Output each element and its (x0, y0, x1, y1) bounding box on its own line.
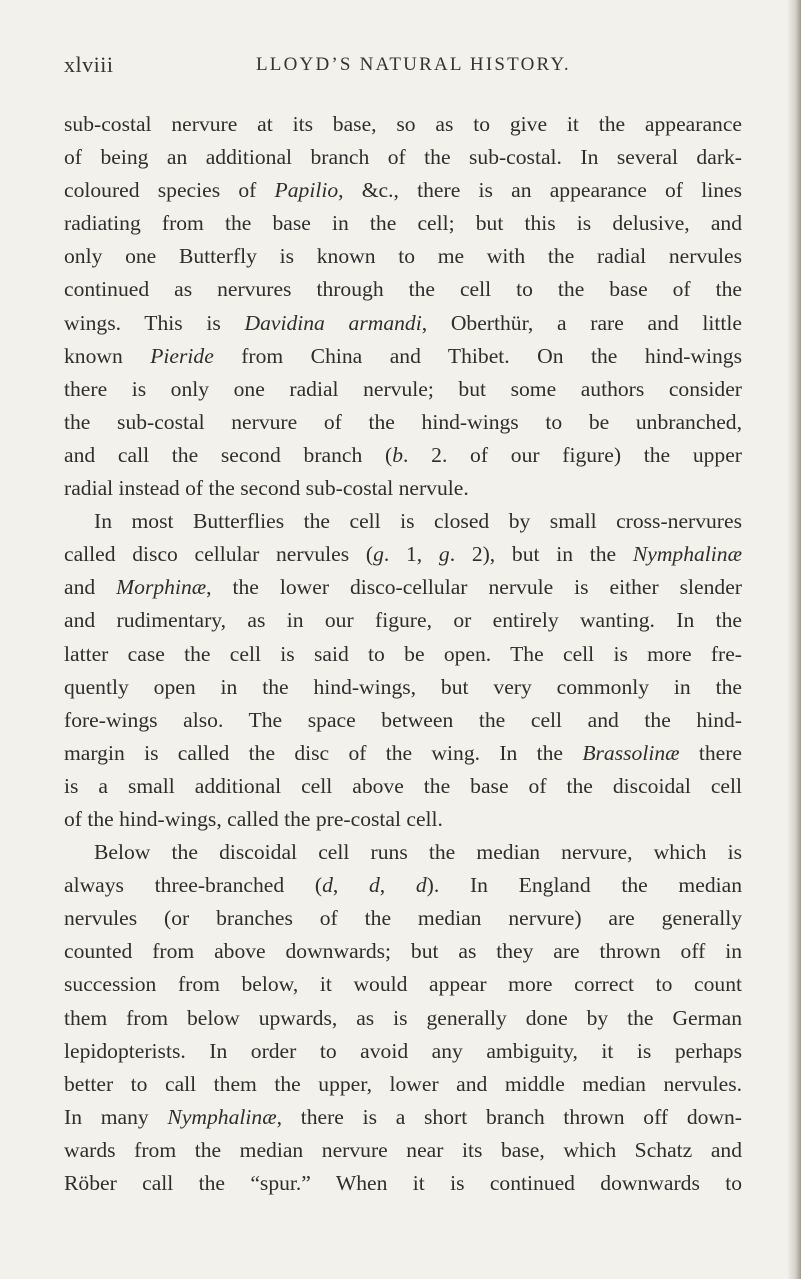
text-line: nervules (or branches of the median nervure) are generally (64, 906, 742, 931)
text-line: radiating from the base in the cell; but this is delusive, and (64, 211, 742, 236)
text-line: and call the second branch (b. 2. of our figure) the upper (64, 442, 743, 467)
text-line: of the hind-wings, called the pre-costal cell. (64, 806, 443, 831)
text-line: succession from below, it would appear more correct to count (64, 972, 742, 997)
page-header (64, 52, 744, 82)
text-line: radial instead of the second sub-costal nervule. (64, 476, 469, 501)
page-number: xlviii (64, 52, 114, 77)
text-line: only one Butterfly is known to me with the radial nervules (64, 244, 742, 269)
text-line: In many Nymphalinæ, there is a short branch thrown off down- (64, 1104, 742, 1129)
text-line: better to call them the upper, lower and middle median nervules. (64, 1071, 742, 1096)
text-line: coloured species of Papilio, &c., there is an appearance of lines (64, 178, 742, 203)
text-line: quently open in the hind-wings, but very commonly in the (64, 674, 742, 699)
text-line: wards from the median nervure near its base, which Schatz and (64, 1137, 742, 1162)
text-line: and Morphinæ, the lower disco-cellular nervule is either slender (64, 575, 743, 600)
text-line: wings. This is Davidina armandi, Oberthür, a rare and little (64, 310, 742, 335)
body-text (64, 108, 742, 1200)
running-head: LLOYD’S NATURAL HISTORY. (256, 54, 571, 75)
text-line: margin is called the disc of the wing. In the Brassolinæ there (64, 740, 742, 765)
page-edge-shadow (787, 0, 801, 1279)
text-line: latter case the cell is said to be open. The cell is more fre- (64, 641, 742, 666)
text-line: and rudimentary, as in our figure, or entirely wanting. In the (64, 608, 742, 633)
text-line: always three-branched (d, d, d). In England the median (64, 873, 742, 898)
text-line: Röber call the “spur.” When it is continued downwards to (64, 1171, 742, 1195)
text-line: counted from above downwards; but as they are thrown off in (64, 939, 742, 964)
text-line: fore-wings also. The space between the cell and the hind- (64, 707, 742, 732)
text-line: them from below upwards, as is generally done by the German (64, 1005, 742, 1030)
text-line: continued as nervures through the cell to the base of the (64, 277, 742, 302)
text-line: known Pieride from China and Thibet. On the hind-wings (64, 343, 742, 368)
text-line: Below the discoidal cell runs the median nervure, which is (94, 840, 742, 865)
text-line: the sub-costal nervure of the hind-wings to be unbranched, (64, 409, 742, 434)
text-line: of being an additional branch of the sub-costal. In several dark- (64, 145, 742, 170)
text-line: sub-costal nervure at its base, so as to give it the appearance (64, 112, 742, 136)
text-line: called disco cellular nervules (g. 1, g. 2), but in the Nymphalinæ (64, 542, 742, 567)
text-line: lepidopterists. In order to avoid any ambiguity, it is perhaps (64, 1038, 742, 1063)
text-line: is a small additional cell above the base of the discoidal cell (64, 773, 742, 798)
text-line: In most Butterflies the cell is closed by small cross-nervures (94, 509, 742, 534)
text-line: there is only one radial nervule; but some authors consider (64, 376, 742, 401)
